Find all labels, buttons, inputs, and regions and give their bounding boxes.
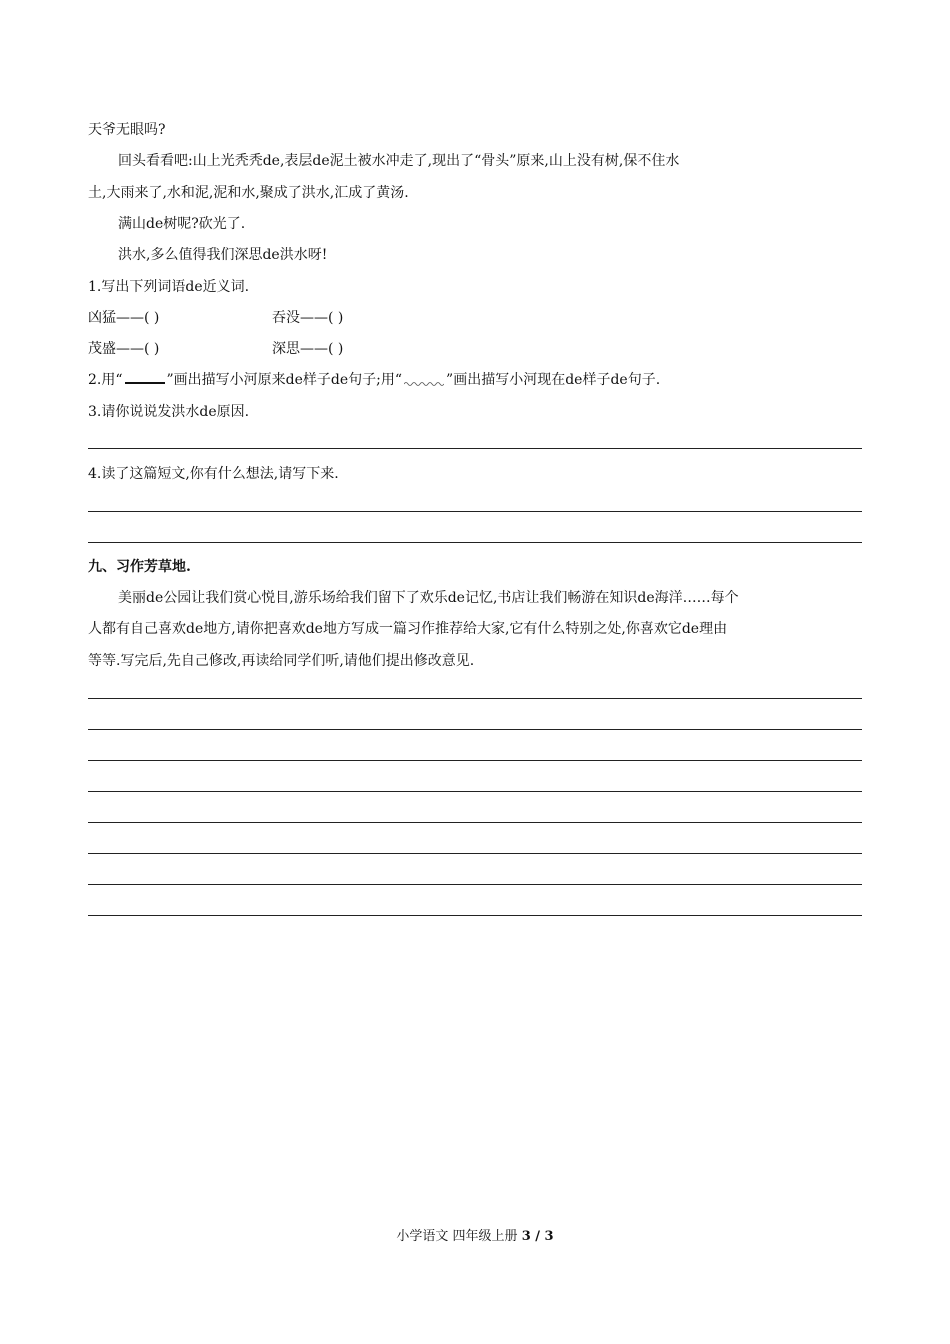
passage-line-1: 天爷无眼吗? [88,122,166,138]
writing-line[interactable] [88,884,862,885]
question-4: 4.读了这篇短文,你有什么想法,请写下来. [88,466,339,482]
synonym-item-2: 吞没——( ) [272,310,344,326]
writing-line[interactable] [88,915,862,916]
writing-line[interactable] [88,760,862,761]
passage-line-4: 满山de树呢?砍光了. [118,216,246,232]
section-9-heading: 九、习作芳草地. [88,559,191,575]
synonym-item-1: 凶猛——( ) [88,310,160,326]
prompt-line-1: 美丽de公园让我们赏心悦目,游乐场给我们留下了欢乐de记忆,书店让我们畅游在知识de海洋……每个 [118,590,739,606]
page-number: 3 / 3 [521,1229,554,1244]
passage-line-2: 回头看看吧:山上光秃秃de,表层de泥土被水冲走了,现出了“骨头”原来,山上没有树,保不住水 [118,153,680,169]
answer-line[interactable] [88,511,862,512]
synonym-item-4: 深思——( ) [272,341,344,357]
question-2-part-a: 2.用“ [88,372,123,388]
passage-line-3: 土,大雨来了,水和泥,泥和水,聚成了洪水,汇成了黄汤. [88,185,409,201]
writing-line[interactable] [88,822,862,823]
question-2 [88,370,660,390]
synonym-item-3: 茂盛——( ) [88,341,160,357]
question-2-part-c: ”画出描写小河现在de样子de句子. [446,372,661,388]
writing-line[interactable] [88,853,862,854]
question-2-part-b: ”画出描写小河原来de样子de句子;用“ [166,372,403,388]
answer-line[interactable] [88,448,862,449]
page-footer [0,1227,950,1247]
answer-line[interactable] [88,542,862,543]
prompt-line-3: 等等.写完后,先自己修改,再读给同学们听,请他们提出修改意见. [88,653,475,669]
question-1: 1.写出下列词语de近义词. [88,279,250,295]
writing-line[interactable] [88,729,862,730]
straight-underline-mark [125,370,165,384]
question-3: 3.请你说说发洪水de原因. [88,404,250,420]
prompt-line-2: 人都有自己喜欢de地方,请你把喜欢de地方写成一篇习作推荐给大家,它有什么特别之处,你喜欢它de理由 [88,621,728,637]
writing-line[interactable] [88,698,862,699]
passage-line-5: 洪水,多么值得我们深思de洪水呀! [118,247,328,263]
footer-label: 小学语文 四年级上册 [396,1229,522,1244]
wavy-underline-mark [404,372,444,384]
writing-line[interactable] [88,791,862,792]
